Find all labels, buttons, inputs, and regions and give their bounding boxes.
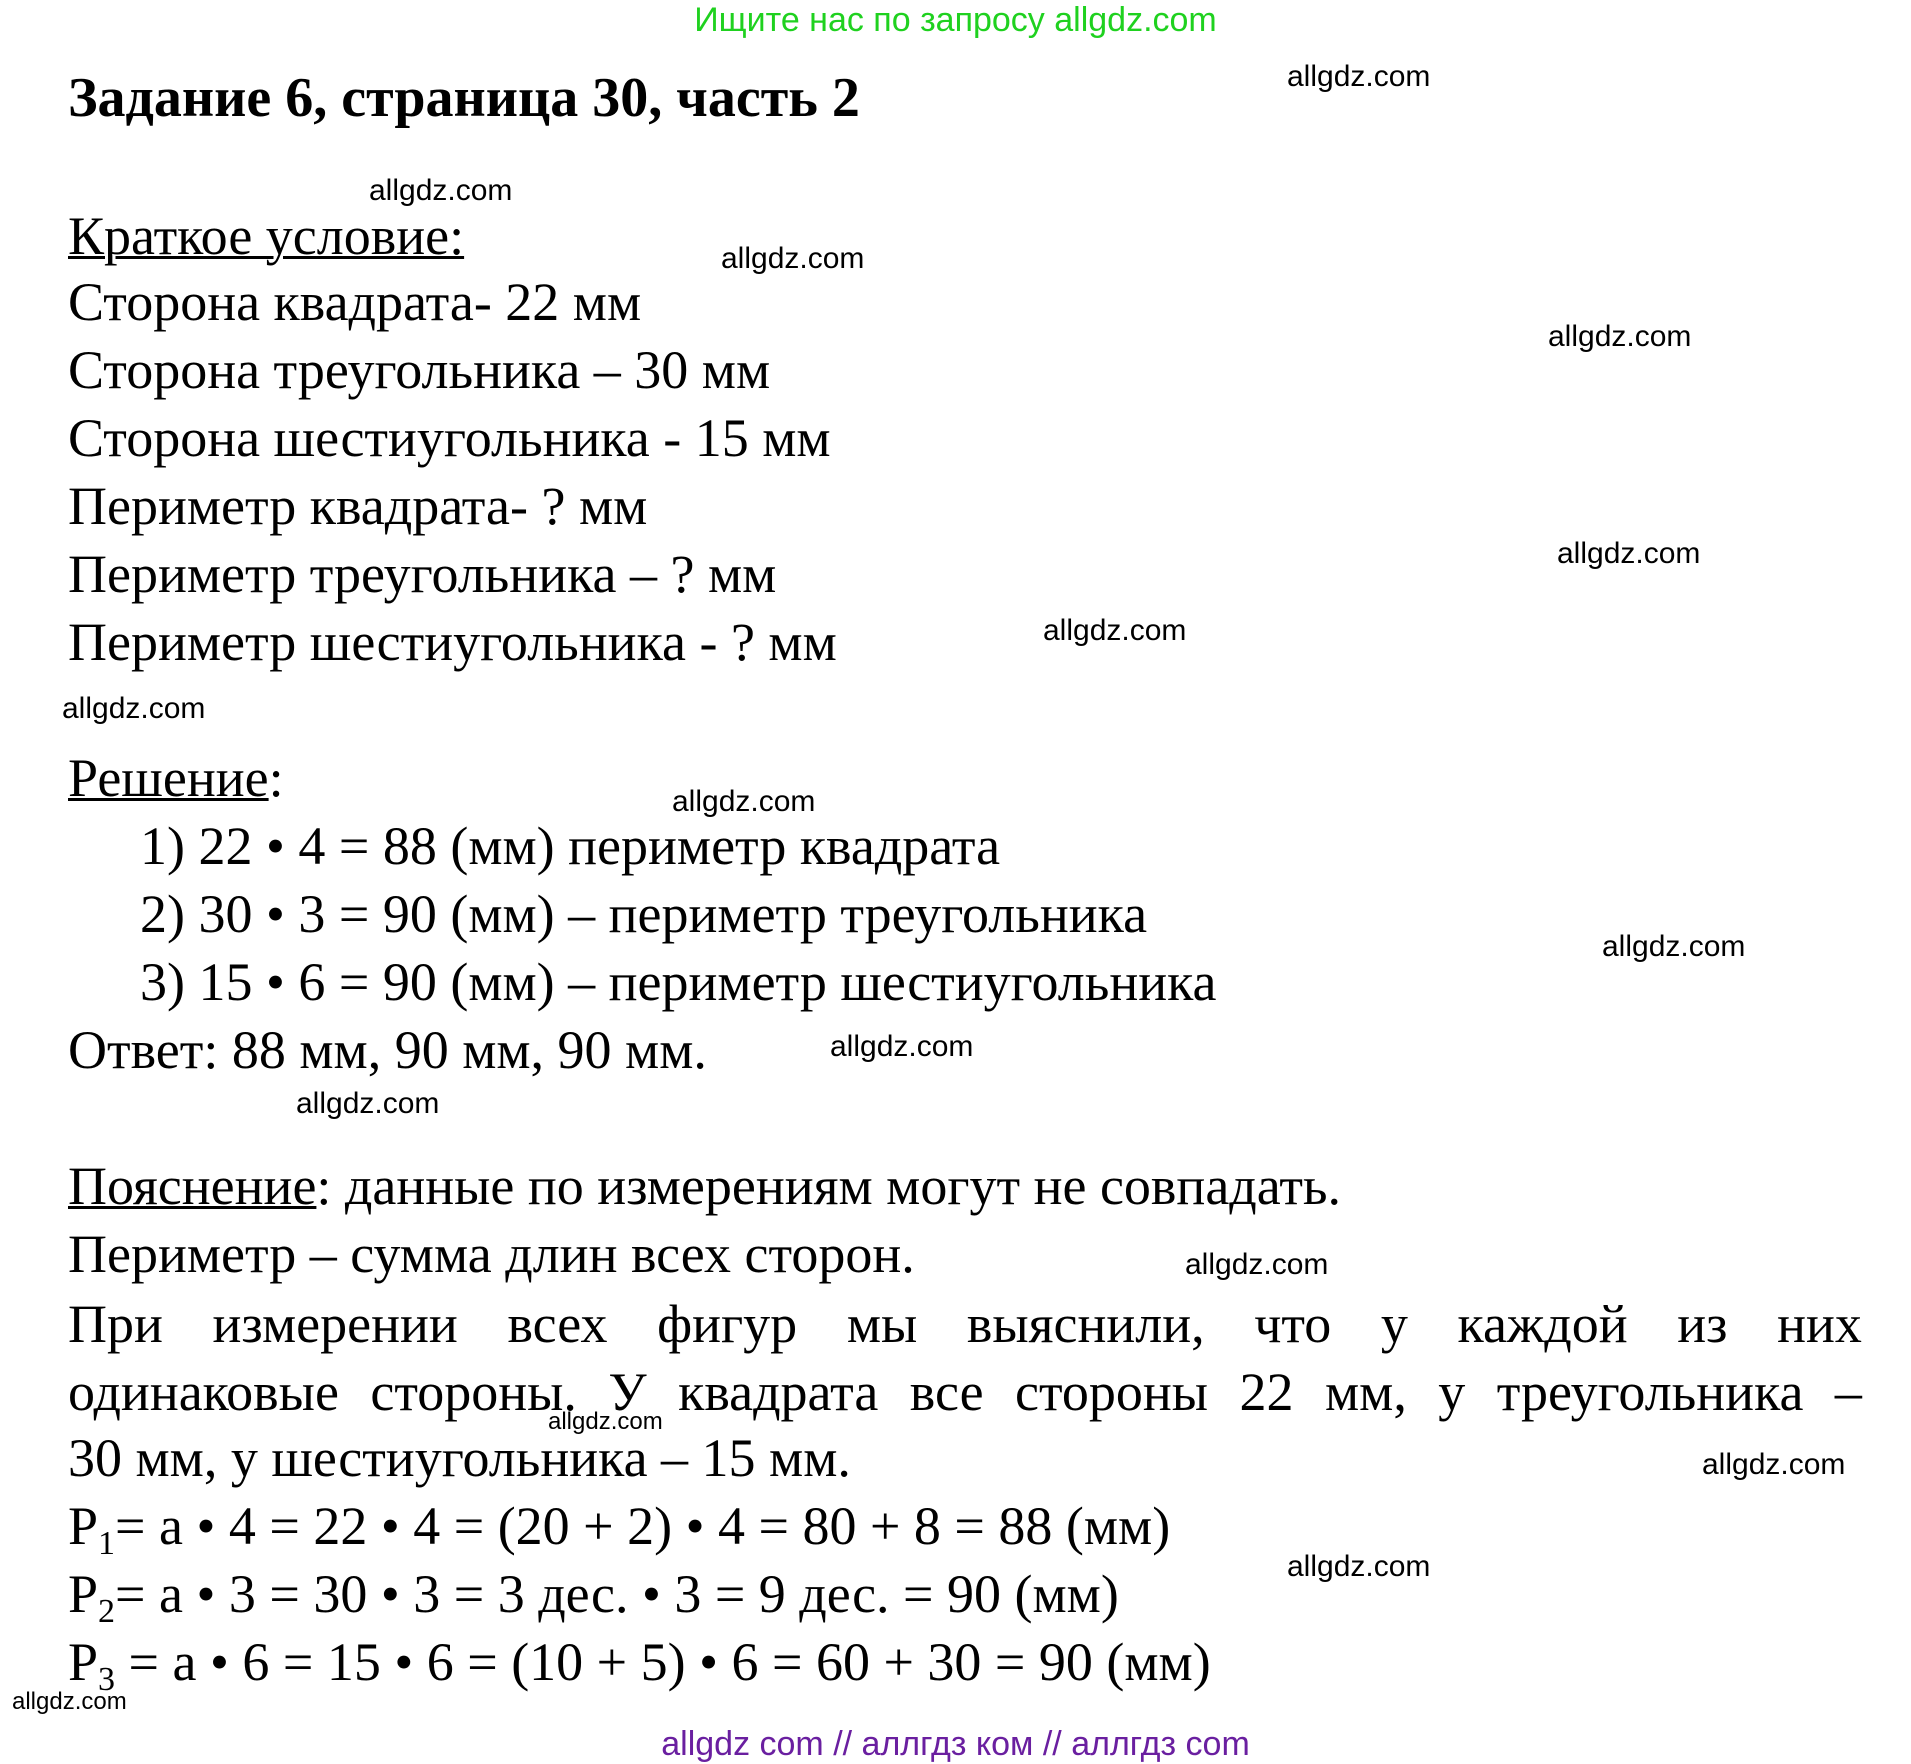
condition-line: Периметр шестиугольника - ? мм [68,612,837,672]
watermark: allgdz.com [369,174,513,207]
explanation-heading: Пояснение: данные по измерениям могут не совпадать. [68,1156,1342,1216]
watermark: allgdz.com [1548,320,1692,353]
watermark: allgdz.com [1185,1248,1329,1281]
watermark: allgdz.com [672,785,816,818]
formula-p1: $P_1= a$ • 4 = 22 • 4 = (20 + 2) • 4 = 80 + 8 = 88 (мм) [68,1496,1171,1562]
answer: Ответ: 88 мм, 90 мм, 90 мм. [68,1020,707,1080]
condition-heading: Краткое условие: [68,206,465,266]
condition-line: Сторона треугольника – 30 мм [68,340,771,400]
watermark: allgdz.com [1287,60,1431,93]
solution-step: 3) 15 • 6 = 90 (мм) – периметр шестиугольника [140,952,1217,1012]
watermark: allgdz.com [1287,1550,1431,1583]
condition-line: Сторона шестиугольника - 15 мм [68,408,831,468]
footer[interactable]: allgdz com // аллгдз ком // аллгдз com [661,1725,1250,1763]
formula-p3: $P_3 = a$ • 6 = 15 • 6 = (10 + 5) • 6 = 60 + 30 = 90 (мм) [68,1632,1211,1698]
watermark: allgdz.com [1043,614,1187,647]
watermark: allgdz.com [1557,537,1701,570]
watermark: allgdz.com [830,1030,974,1063]
condition-line: Периметр треугольника – ? мм [68,544,777,604]
explanation-paragraph-line: 30 мм, у шестиугольника – 15 мм. [68,1428,851,1488]
watermark: allgdz.com [12,1688,127,1715]
solution-step: 2) 30 • 3 = 90 (мм) – периметр треугольника [140,884,1148,944]
page-title: Задание 6, страница 30, часть 2 [68,67,860,129]
explanation-paragraph-line: При измерении всех фигур мы выяснили, что у каждой из них [68,1294,1862,1354]
condition-line: Периметр квадрата- ? мм [68,476,648,536]
explanation-paragraph-line: одинаковые стороны. У квадрата все стороны 22 мм, у треугольника – [68,1362,1862,1422]
condition-line: Сторона квадрата- 22 мм [68,272,642,332]
solution-heading: Решение: [68,748,284,808]
formula-p2: $P_2= a$ • 3 = 30 • 3 = 3 дес. • 3 = 9 дес. = 90 (мм) [68,1564,1119,1630]
watermark: allgdz.com [62,692,206,725]
top-banner[interactable]: Ищите нас по запросу allgdz.com [694,1,1217,39]
solution-step: 1) 22 • 4 = 88 (мм) периметр квадрата [140,816,1001,876]
watermark: allgdz.com [721,242,865,275]
watermark: allgdz.com [548,1408,663,1435]
watermark: allgdz.com [1702,1448,1846,1481]
explanation-line: Периметр – сумма длин всех сторон. [68,1224,915,1284]
watermark: allgdz.com [296,1087,440,1120]
watermark: allgdz.com [1602,930,1746,963]
